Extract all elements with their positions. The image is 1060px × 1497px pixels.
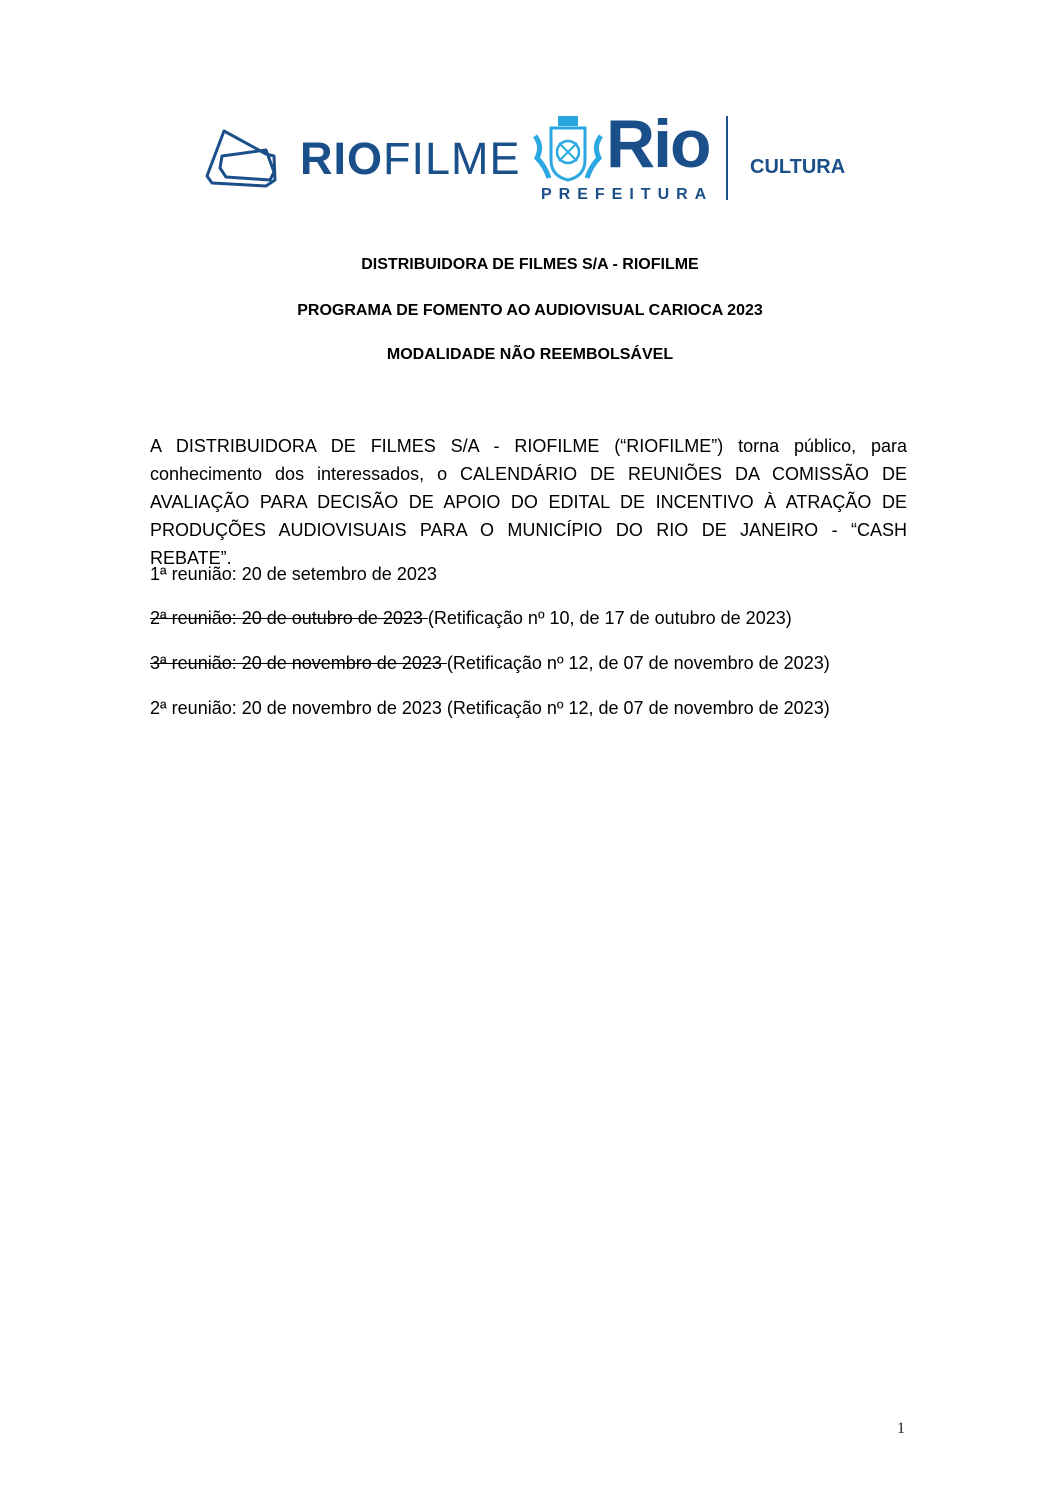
meeting-line-1: [150, 564, 437, 585]
meeting-line-4: [150, 698, 830, 719]
struck-text: 3ª reunião: 20 de novembro de 2023: [150, 653, 447, 673]
meeting-line-2: [150, 608, 792, 629]
page-number: 1: [897, 1420, 905, 1437]
meeting-text: (Retificação nº 12, de 07 de novembro de 2023): [446, 653, 830, 673]
rio-logo-text: Rio: [606, 106, 710, 182]
struck-text: 2ª reunião: 20 de outubro de 2023: [150, 608, 428, 628]
logo-divider: [726, 116, 728, 200]
modality-title: MODALIDADE NÃO REEMBOLSÁVEL: [386, 346, 674, 363]
prefeitura-label: PREFEITURA: [541, 186, 714, 203]
cultura-label: CULTURA: [750, 156, 846, 178]
meeting-text: 2ª reunião: 20 de novembro de 2023 (Retificação nº 12, de 07 de novembro de 2023): [150, 698, 830, 718]
document-header: [0, 108, 1060, 208]
document-title: DISTRIBUIDORA DE FILMES S/A - RIOFILME: [361, 256, 699, 273]
rio-crest-icon: [531, 116, 605, 186]
program-title: PROGRAMA DE FOMENTO AO AUDIOVISUAL CARIOCA 2023: [297, 302, 763, 319]
riofilme-logo-text: RIOFILME: [300, 133, 521, 184]
meeting-text: (Retificação nº 10, de 17 de outubro de 2023): [427, 608, 792, 628]
riofilme-logo-icon: [204, 128, 294, 188]
meeting-text: 1ª reunião: 20 de setembro de 2023: [150, 564, 437, 584]
meeting-line-3: [150, 653, 830, 674]
announcement-paragraph: A DISTRIBUIDORA DE FILMES S/A - RIOFILME (“RIOFILME”) torna público, para conhecimento dos interessados, o CALENDÁRIO DE REUNIÕES DA COMISSÃO DE AVALIAÇÃO PARA DECISÃO DE APOIO DO EDITAL DE INCENTIVO À ATRAÇÃO DE PRODUÇÕES AUDIOVISUAIS PARA O MUNICÍPIO DO RIO DE JANEIRO - “CASH REBATE”.: [150, 436, 907, 568]
